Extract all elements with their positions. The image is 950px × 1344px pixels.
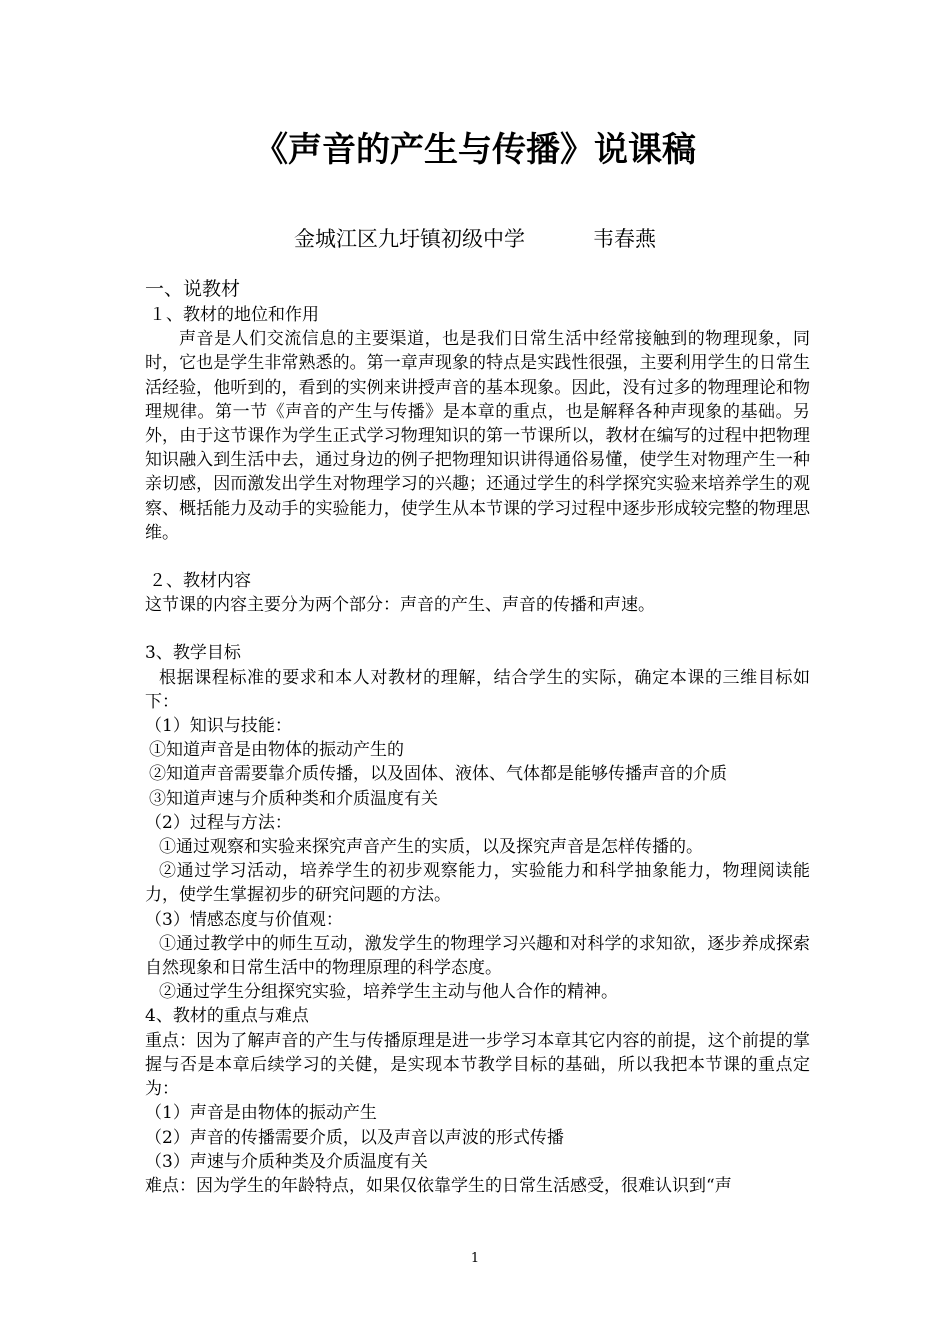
document-title: 《声音的产生与传播》说课稿 (254, 130, 696, 170)
page-number: 1 (470, 1251, 480, 1266)
goal-heading: （3）情感态度与价值观： (145, 909, 343, 930)
subsection-heading: １、教材的地位和作用 (149, 305, 319, 325)
paragraph: 难点：因为学生的年龄特点，如果仅依靠学生的日常生活感受，很难认识到“声 (145, 1175, 732, 1196)
subsection-heading: 4、教材的重点与难点 (145, 1006, 309, 1027)
byline (0, 224, 950, 254)
goal-item: ②通过学生分组探究实验，培养学生主动与他人合作的精神。 (159, 982, 618, 1003)
subsection-heading: 3、教学目标 (145, 643, 241, 664)
paragraph: 重点：因为了解声音的产生与传播原理是进一步学习本章其它内容的前提，这个前提的掌握与否是本章后续学习的关健，是实现本节教学目标的基础，所以我把本节课的重点定为： (145, 1030, 810, 1100)
paragraph: 这节课的内容主要分为两个部分：声音的产生、声音的传播和声速。 (145, 595, 655, 616)
section-heading: 一、说教材 (145, 278, 241, 300)
paragraph: 声音是人们交流信息的主要渠道，也是我们日常生活中经常接触到的物理现象，同时，它也是学生非常熟悉的。第一章声现象的特点是实践性很强，主要利用学生的日常生活经验，他听到的，看到的实例来讲授声音的基本现象。因此，没有过多的物理理论和物理规律。第一节《声音的产生与传播》是本章的重点，也是解释各种声现象的基础。另外，由于这节课作为学生正式学习物理知识的第一节课所以，教材在编写的过程中把物理知识融入到生活中去，通过身边的例子把物理知识讲得通俗易懂，使学生对物理产生一种亲切感，因而激发出学生对物理学习的兴趣；还通过学生的科学探究实验来培养学生的观察、概括能力及动手的实验能力，使学生从本节课的学习过程中逐步形成较完整的物理思维。 (145, 329, 810, 543)
goal-item: ②通过学习活动，培养学生的初步观察能力，实验能力和科学抽象能力，物理阅读能力，使学生掌握初步的研究问题的方法。 (145, 861, 810, 906)
school-name: 金城江区九圩镇初级中学 (294, 227, 525, 251)
goal-item: ①知道声音是由物体的振动产生的 (149, 740, 404, 761)
document-body (145, 275, 810, 1198)
goal-item: ②知道声音需要靠介质传播，以及固体、液体、气体都是能够传播声音的介质 (149, 764, 727, 785)
key-item: （3）声速与介质种类及介质温度有关 (145, 1151, 428, 1172)
goal-heading: （1）知识与技能： (145, 716, 292, 737)
key-item: （2）声音的传播需要介质，以及声音以声波的形式传播 (145, 1127, 564, 1148)
goal-item: ①通过观察和实验来探究声音产生的实质，以及探究声音是怎样传播的。 (159, 837, 703, 858)
subsection-heading: ２、教材内容 (149, 571, 251, 592)
paragraph: 根据课程标准的要求和本人对教材的理解，结合学生的实际，确定本课的三维目标如下： (145, 667, 810, 712)
goal-item: ③知道声速与介质种类和介质温度有关 (149, 788, 438, 809)
author-name: 韦春燕 (593, 227, 656, 251)
key-item: （1）声音是由物体的振动产生 (145, 1103, 377, 1124)
goal-item: ①通过教学中的师生互动，激发学生的物理学习兴趣和对科学的求知欲，逐步养成探索自然现象和日常生活中的物理原理的科学态度。 (145, 933, 810, 979)
goal-heading: （2）过程与方法： (145, 812, 292, 833)
